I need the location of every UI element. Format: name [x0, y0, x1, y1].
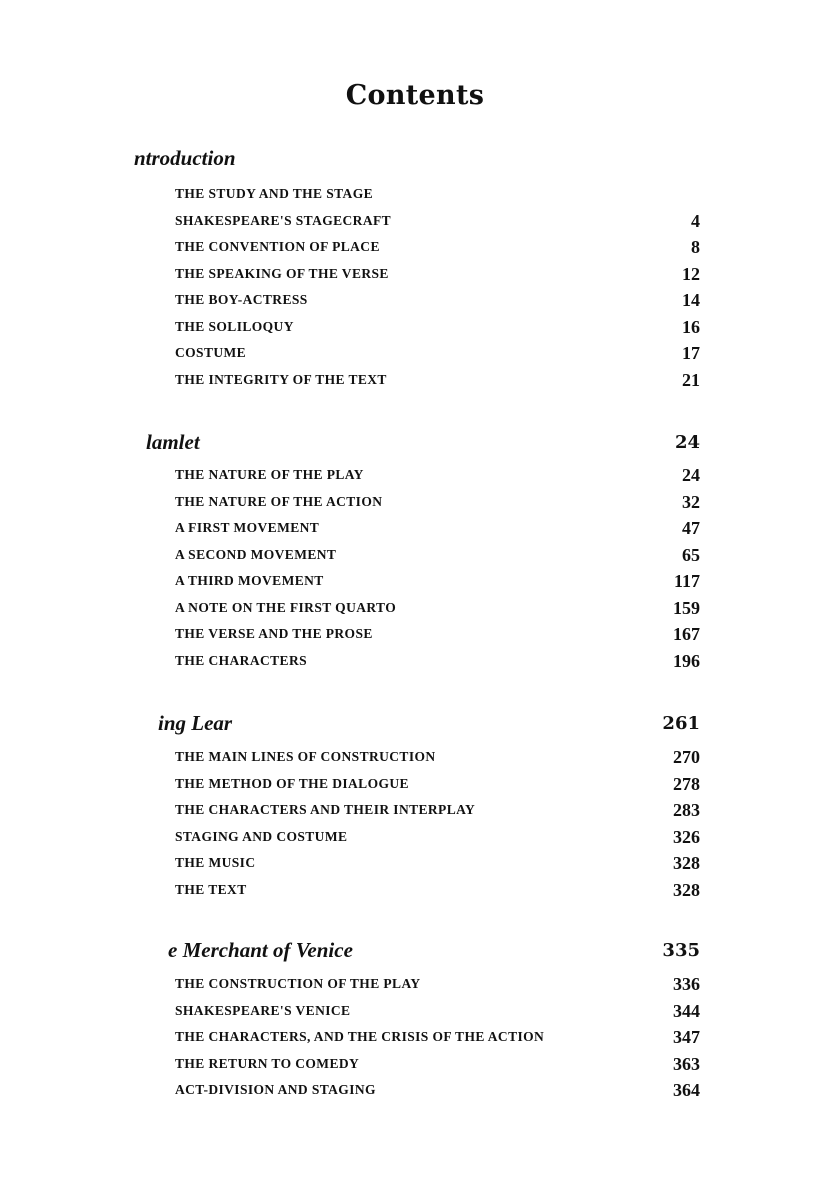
entry-page-number: 24 [682, 465, 700, 485]
entry-list-introduction [175, 184, 700, 396]
entry-title: THE METHOD OF THE DIALOGUE [175, 775, 409, 791]
entry-title: THE STUDY AND THE STAGE [175, 186, 374, 201]
entry-page-number: 117 [673, 571, 700, 591]
entry-page-number: 326 [673, 826, 700, 847]
page-title: Contents [345, 80, 485, 111]
entry-page-number: 12 [682, 263, 700, 284]
toc-entry [175, 651, 700, 678]
toc-entry [175, 545, 700, 572]
entry-page-number: 363 [673, 1053, 700, 1074]
toc-entry [175, 853, 700, 880]
entry-page-number: 14 [682, 290, 700, 310]
entry-page-number: 347 [673, 1027, 700, 1047]
entry-page-number: 364 [673, 1080, 700, 1100]
section-title: ntroduction [134, 146, 236, 170]
entry-title: THE VERSE AND THE PROSE [175, 626, 373, 641]
toc-entry [175, 492, 700, 519]
entry-title: THE SOLILOQUY [175, 318, 294, 334]
entry-page-number: 196 [673, 650, 700, 671]
entry-list-hamlet [175, 465, 700, 677]
entry-page-number: 159 [673, 597, 700, 618]
entry-page-number: 328 [673, 853, 700, 873]
entry-title: THE NATURE OF THE ACTION [175, 493, 383, 509]
entry-page-number: 283 [673, 800, 700, 820]
toc-entry [175, 184, 700, 211]
entry-title: THE MAIN LINES OF CONSTRUCTION [175, 749, 436, 764]
entry-page-number: 328 [673, 879, 700, 900]
toc-entry [175, 317, 700, 344]
entry-title: THE RETURN TO COMEDY [175, 1055, 360, 1071]
section-heading-merchant-of-venice [120, 938, 700, 968]
entry-page-number: 270 [673, 747, 700, 767]
toc-entry [175, 211, 700, 238]
entry-title: COSTUME [175, 345, 247, 360]
entry-title: STAGING AND COSTUME [175, 828, 348, 844]
toc-entry [175, 747, 700, 774]
entry-page-number: 21 [682, 369, 700, 390]
toc-entry [175, 974, 700, 1001]
entry-page-number: 4 [691, 210, 700, 231]
toc-entry [175, 800, 700, 827]
entry-title: THE CONSTRUCTION OF THE PLAY [175, 976, 421, 991]
entry-page-number: 47 [682, 518, 700, 538]
entry-title: THE MUSIC [175, 855, 256, 870]
entry-page-number: 278 [673, 773, 700, 794]
entry-title: THE CHARACTERS, AND THE CRISIS OF THE ACTION [175, 1029, 545, 1044]
toc-entry [175, 827, 700, 854]
entry-title: THE TEXT [175, 881, 247, 897]
toc-entry [175, 774, 700, 801]
entry-title: THE SPEAKING OF THE VERSE [175, 265, 389, 281]
entry-page-number: 8 [691, 237, 700, 257]
section-page-number: 24 [674, 432, 700, 453]
section-heading-king-lear [120, 711, 700, 741]
section-title: lamlet [146, 430, 200, 454]
entry-title: THE CONVENTION OF PLACE [175, 239, 380, 254]
toc-entry [175, 1027, 700, 1054]
toc-entry [175, 1080, 700, 1107]
entry-page-number: 344 [673, 1000, 700, 1021]
section-page-number: 261 [662, 713, 700, 734]
entry-title: ACT-DIVISION AND STAGING [175, 1082, 376, 1097]
entry-page-number: 336 [673, 974, 700, 994]
entry-title: SHAKESPEARE'S STAGECRAFT [175, 212, 392, 228]
section-title: ing Lear [158, 711, 233, 735]
entry-title: A NOTE ON THE FIRST QUARTO [175, 599, 397, 615]
entry-title: THE CHARACTERS AND THEIR INTERPLAY [175, 802, 476, 817]
entry-page-number: 65 [682, 544, 700, 565]
entry-title: A SECOND MOVEMENT [175, 546, 337, 562]
toc-entry [175, 624, 700, 651]
entry-list-king-lear [175, 747, 700, 906]
entry-title: THE BOY-ACTRESS [175, 292, 308, 307]
entry-page-number: 16 [682, 316, 700, 337]
entry-title: THE NATURE OF THE PLAY [175, 467, 364, 482]
entry-title: THE CHARACTERS [175, 652, 307, 668]
section-heading-introduction [120, 146, 700, 176]
toc-entry [175, 518, 700, 545]
entry-title: SHAKESPEARE'S VENICE [175, 1002, 351, 1018]
entry-list-merchant-of-venice [175, 974, 700, 1107]
toc-entry [175, 1054, 700, 1081]
toc-entry [175, 290, 700, 317]
toc-entry [175, 1001, 700, 1028]
toc-entry [175, 465, 700, 492]
entry-page-number: 32 [682, 491, 700, 512]
toc-entry [175, 237, 700, 264]
section-title: e Merchant of Venice [168, 938, 353, 962]
toc-entry [175, 264, 700, 291]
toc-entry [175, 571, 700, 598]
toc-entry [175, 880, 700, 907]
section-heading-hamlet [120, 430, 700, 460]
toc-entry [175, 370, 700, 397]
section-page-number: 335 [662, 940, 700, 961]
entry-title: A THIRD MOVEMENT [175, 573, 324, 588]
entry-title: THE INTEGRITY OF THE TEXT [175, 371, 387, 387]
entry-title: A FIRST MOVEMENT [175, 520, 320, 535]
entry-page-number: 17 [682, 343, 700, 363]
toc-entry [175, 343, 700, 370]
toc-entry [175, 598, 700, 625]
entry-page-number: 167 [673, 624, 700, 644]
